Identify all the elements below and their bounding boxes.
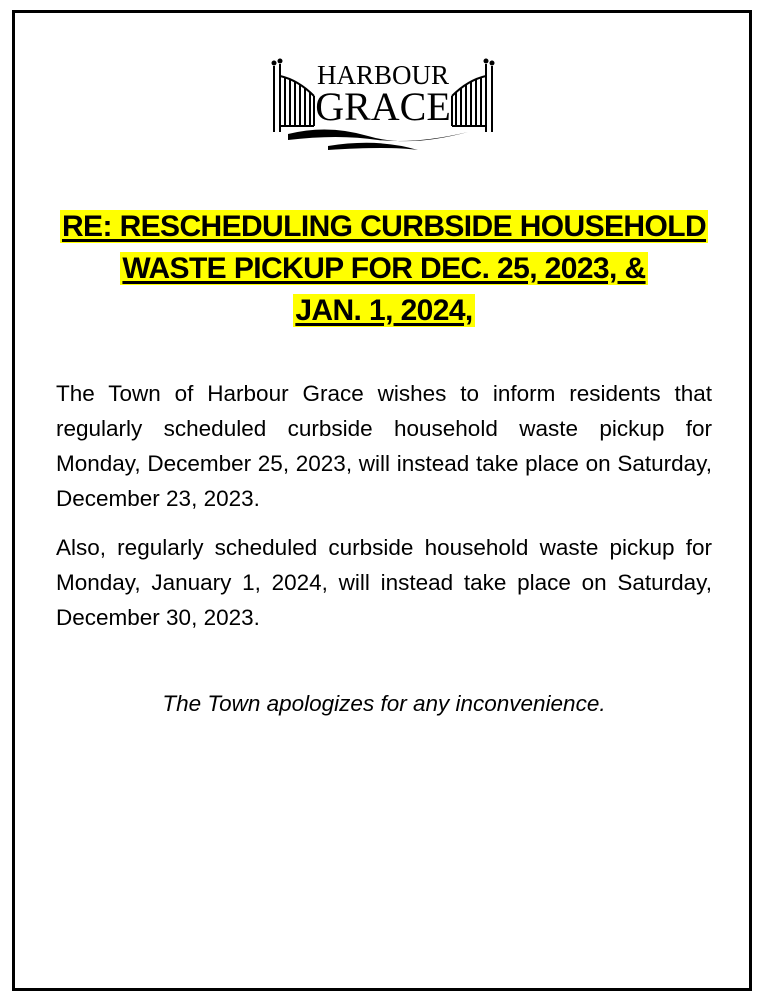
body-paragraph-1: The Town of Harbour Grace wishes to inform residents that regularly scheduled curbside household waste pickup for Monday, December 25, 2023, will instead take place on Saturday, December 23, 2023.	[56, 381, 712, 511]
headline-line-3: JAN. 1, 2024,	[295, 294, 473, 327]
logo-line2: GRACE	[315, 84, 451, 129]
harbour-grace-logo	[268, 54, 498, 154]
logo-line1: HARBOUR	[316, 60, 450, 90]
wave-icon	[288, 129, 468, 141]
headline-line-1: RE: RESCHEDULING CURBSIDE HOUSEHOLD	[61, 210, 707, 243]
closing-apology: The Town apologizes for any inconvenience.	[162, 691, 606, 716]
body-paragraph-2: Also, regularly scheduled curbside household waste pickup for Monday, January 1, 2024, will instead take place on Saturday, December 30, 2023.	[56, 535, 712, 630]
left-gate-icon	[274, 64, 314, 132]
headline-line-2: WASTE PICKUP FOR DEC. 25, 2023, &	[122, 252, 646, 285]
notice-headline	[40, 206, 728, 332]
right-gate-icon	[452, 64, 492, 132]
